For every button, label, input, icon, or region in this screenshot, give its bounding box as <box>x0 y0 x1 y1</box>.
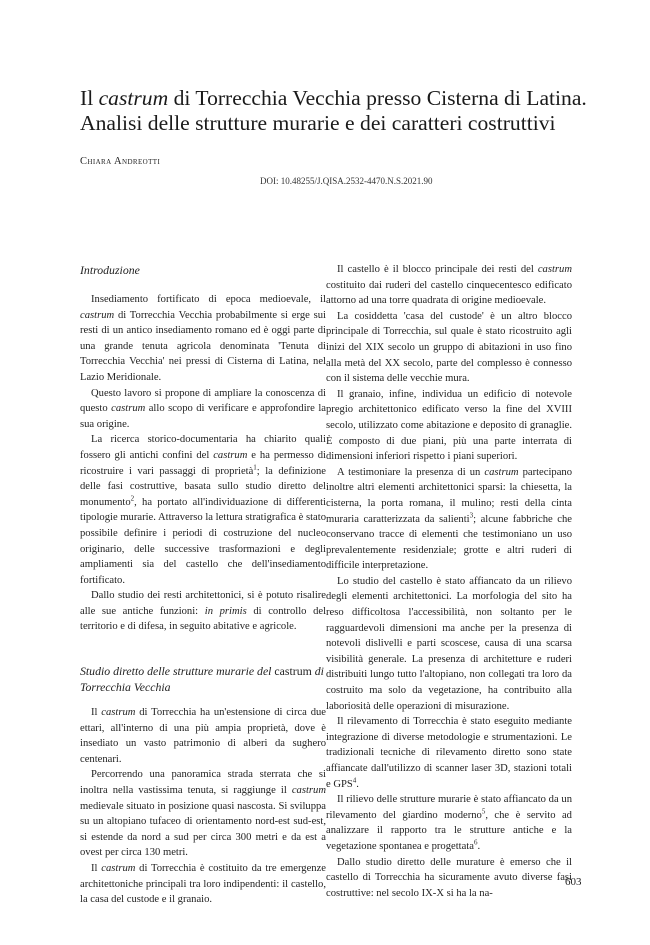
paragraph: La ricerca storico-documentaria ha chiarito quali fossero gli antichi confini del castrum e ha permesso di ricostruire i vari passaggi di proprietà$^1$; la definizione delle fasi costruttive, basata sullo studio diretto del monumento$^2$, ha portato all'individuazione di differenti tipologie murarie. Attraverso la lettura stratigrafica è stato possibile definire i periodi di costruzione del nucleo originario, delle successive trasformazioni e degli ampliamenti sia del castello che dell'insediamento fortificato. <box>80 434 327 586</box>
paragraph: Questo lavoro si propone di ampliare la conoscenza di questo castrum allo scopo di verificare e approfondire la sua origine. <box>80 387 326 430</box>
footnote-ref[interactable]: 2 <box>130 494 135 503</box>
footnote-ref[interactable]: 6 <box>473 838 478 847</box>
paragraph: Dallo studio diretto delle murature è emerso che il castello di Torrecchia ha sicuramente avuto diverse fasi costruttive: nel secolo IX-X si ha la na- <box>326 856 572 899</box>
paragraph: Percorrendo una panoramica strada sterrata che si inoltra nella vastissima tenuta, si raggiunge il castrum medievale situato in posizione quasi nascosta. Si sviluppa su un altopiano tufaceo di orientamento nord-est sud-est, si estende da nord a sud per circa 300 metri e da est a ovest per circa 130 metri. <box>80 769 326 859</box>
paragraph: Lo studio del castello è stato affiancato da un rilievo degli elementi architettonici. La morfologia del sito ha reso difficoltosa l'accessibilità, non soltanto per le ragguardevoli dimensioni ma anche per la presenza di notevoli dislivelli e parti scoscese, causa di una scarsa visibilità generale. La presenza di architetture e ruderi distribuiti lungo tutto l'altopiano, non collegati tra loro da costruito ma solo da vegetazione, ha contribuito alla laboriosità delle operazioni di misurazione. <box>326 575 572 712</box>
author-name: Chiara Andreotti <box>80 156 161 167</box>
footnote-ref[interactable]: 3 <box>469 510 474 519</box>
paragraph: Il castrum di Torrecchia ha un'estensione di circa due ettari, all'interno di una più ampia proprietà, dove è insediato un vasto patrimonio di alberi da sughero centenari. <box>80 707 326 765</box>
paper-title: Il castrum di Torrecchia Vecchia presso Cisterna di Latina. Analisi delle strutture murarie e dei caratteri costruttivi <box>80 86 587 135</box>
right-column <box>326 262 572 901</box>
paragraph: Dallo studio dei resti architettonici, si è potuto risalire alle sue antiche funzioni: in primis di controllo del territorio e di difesa, in seguito abitative e agricole. <box>80 590 327 633</box>
paragraph: Il granaio, infine, individua un edificio di notevole pregio architettonico edificato verso la fine del XVIII secolo, utilizzato come abitazione e deposito di granaglie. È composto di due piani, più una parte interrata di dimensioni inferiori rispetto i piani superiori. <box>326 388 572 463</box>
doi-link[interactable]: DOI: 10.48255/J.QISA.2532-4470.N.S.2021.90 <box>260 176 433 186</box>
paragraph: Il rilievo delle strutture murarie è stato affiancato da un rilevamento del giardino moderno$^5$, che è servito ad analizzare il rapporto tra le strutture antiche e la vegetazione spontanea e progettata$^6$. <box>326 794 572 852</box>
footnote-ref[interactable]: 1 <box>253 463 257 471</box>
page-number: 603 <box>565 876 582 888</box>
paragraph: Insediamento fortificato di epoca medioevale, il castrum di Torrecchia Vecchia probabilmente si erge sui resti di un antico insediamento romano ed è oggi parte di una grande tenuta agricola denominata 'Tenuta di Torrecchia Vecchia' nei pressi di Cisterna di Latina, nel Lazio Meridionale. <box>80 294 326 383</box>
section-heading-studio-diretto: Studio diretto delle strutture murarie del castrum di Torrecchia Vecchia <box>80 664 324 695</box>
paragraph: La cosiddetta 'casa del custode' è un altro blocco principale di Torrecchia, sul quale è stato ricostruito agli inizi del XIX secolo un gruppo di abitazioni in uso fino alla metà del XX secolo, parte del complesso è connesso con il sistema delle vecchie mura. <box>326 310 572 385</box>
paragraph: Il rilevamento di Torrecchia è stato eseguito mediante integrazione di diverse metodologie e strumentazioni. Le tradizionali tecniche di rilevamento diretto sono state affiancate dall'utilizzo di scanner laser 3D, stazioni totali e GPS$^4$. <box>326 716 572 790</box>
paragraph: Il castrum di Torrecchia è costituito da tre emergenze architettoniche principali tra loro indipendenti: il castello, la casa del custode e il granaio. <box>80 863 326 906</box>
section-heading-introduzione: Introduzione <box>80 263 140 277</box>
paragraph: Il castello è il blocco principale dei resti del castrum costituito dai ruderi del castello cinquecentesco edificato attorno ad una torre quadrata di origine medioevale. <box>326 264 572 307</box>
left-column <box>80 262 326 908</box>
paragraph: A testimoniare la presenza di un castrum partecipano inoltre altri elementi architettonici sparsi: la chiesetta, la cisterna, la porta romana, il mulino; resti della cinta muraria caratterizzata da salienti$^3$; alcune fabbriche che conservano tracce di elementi che testimoniano un uso prevalentemente residenziale; grotte e altri ruderi di difficile interpretazione. <box>326 466 572 572</box>
footnote-ref[interactable]: 4 <box>352 776 357 785</box>
footnote-ref[interactable]: 5 <box>481 807 486 816</box>
title-italic-castrum: castrum <box>98 86 169 110</box>
